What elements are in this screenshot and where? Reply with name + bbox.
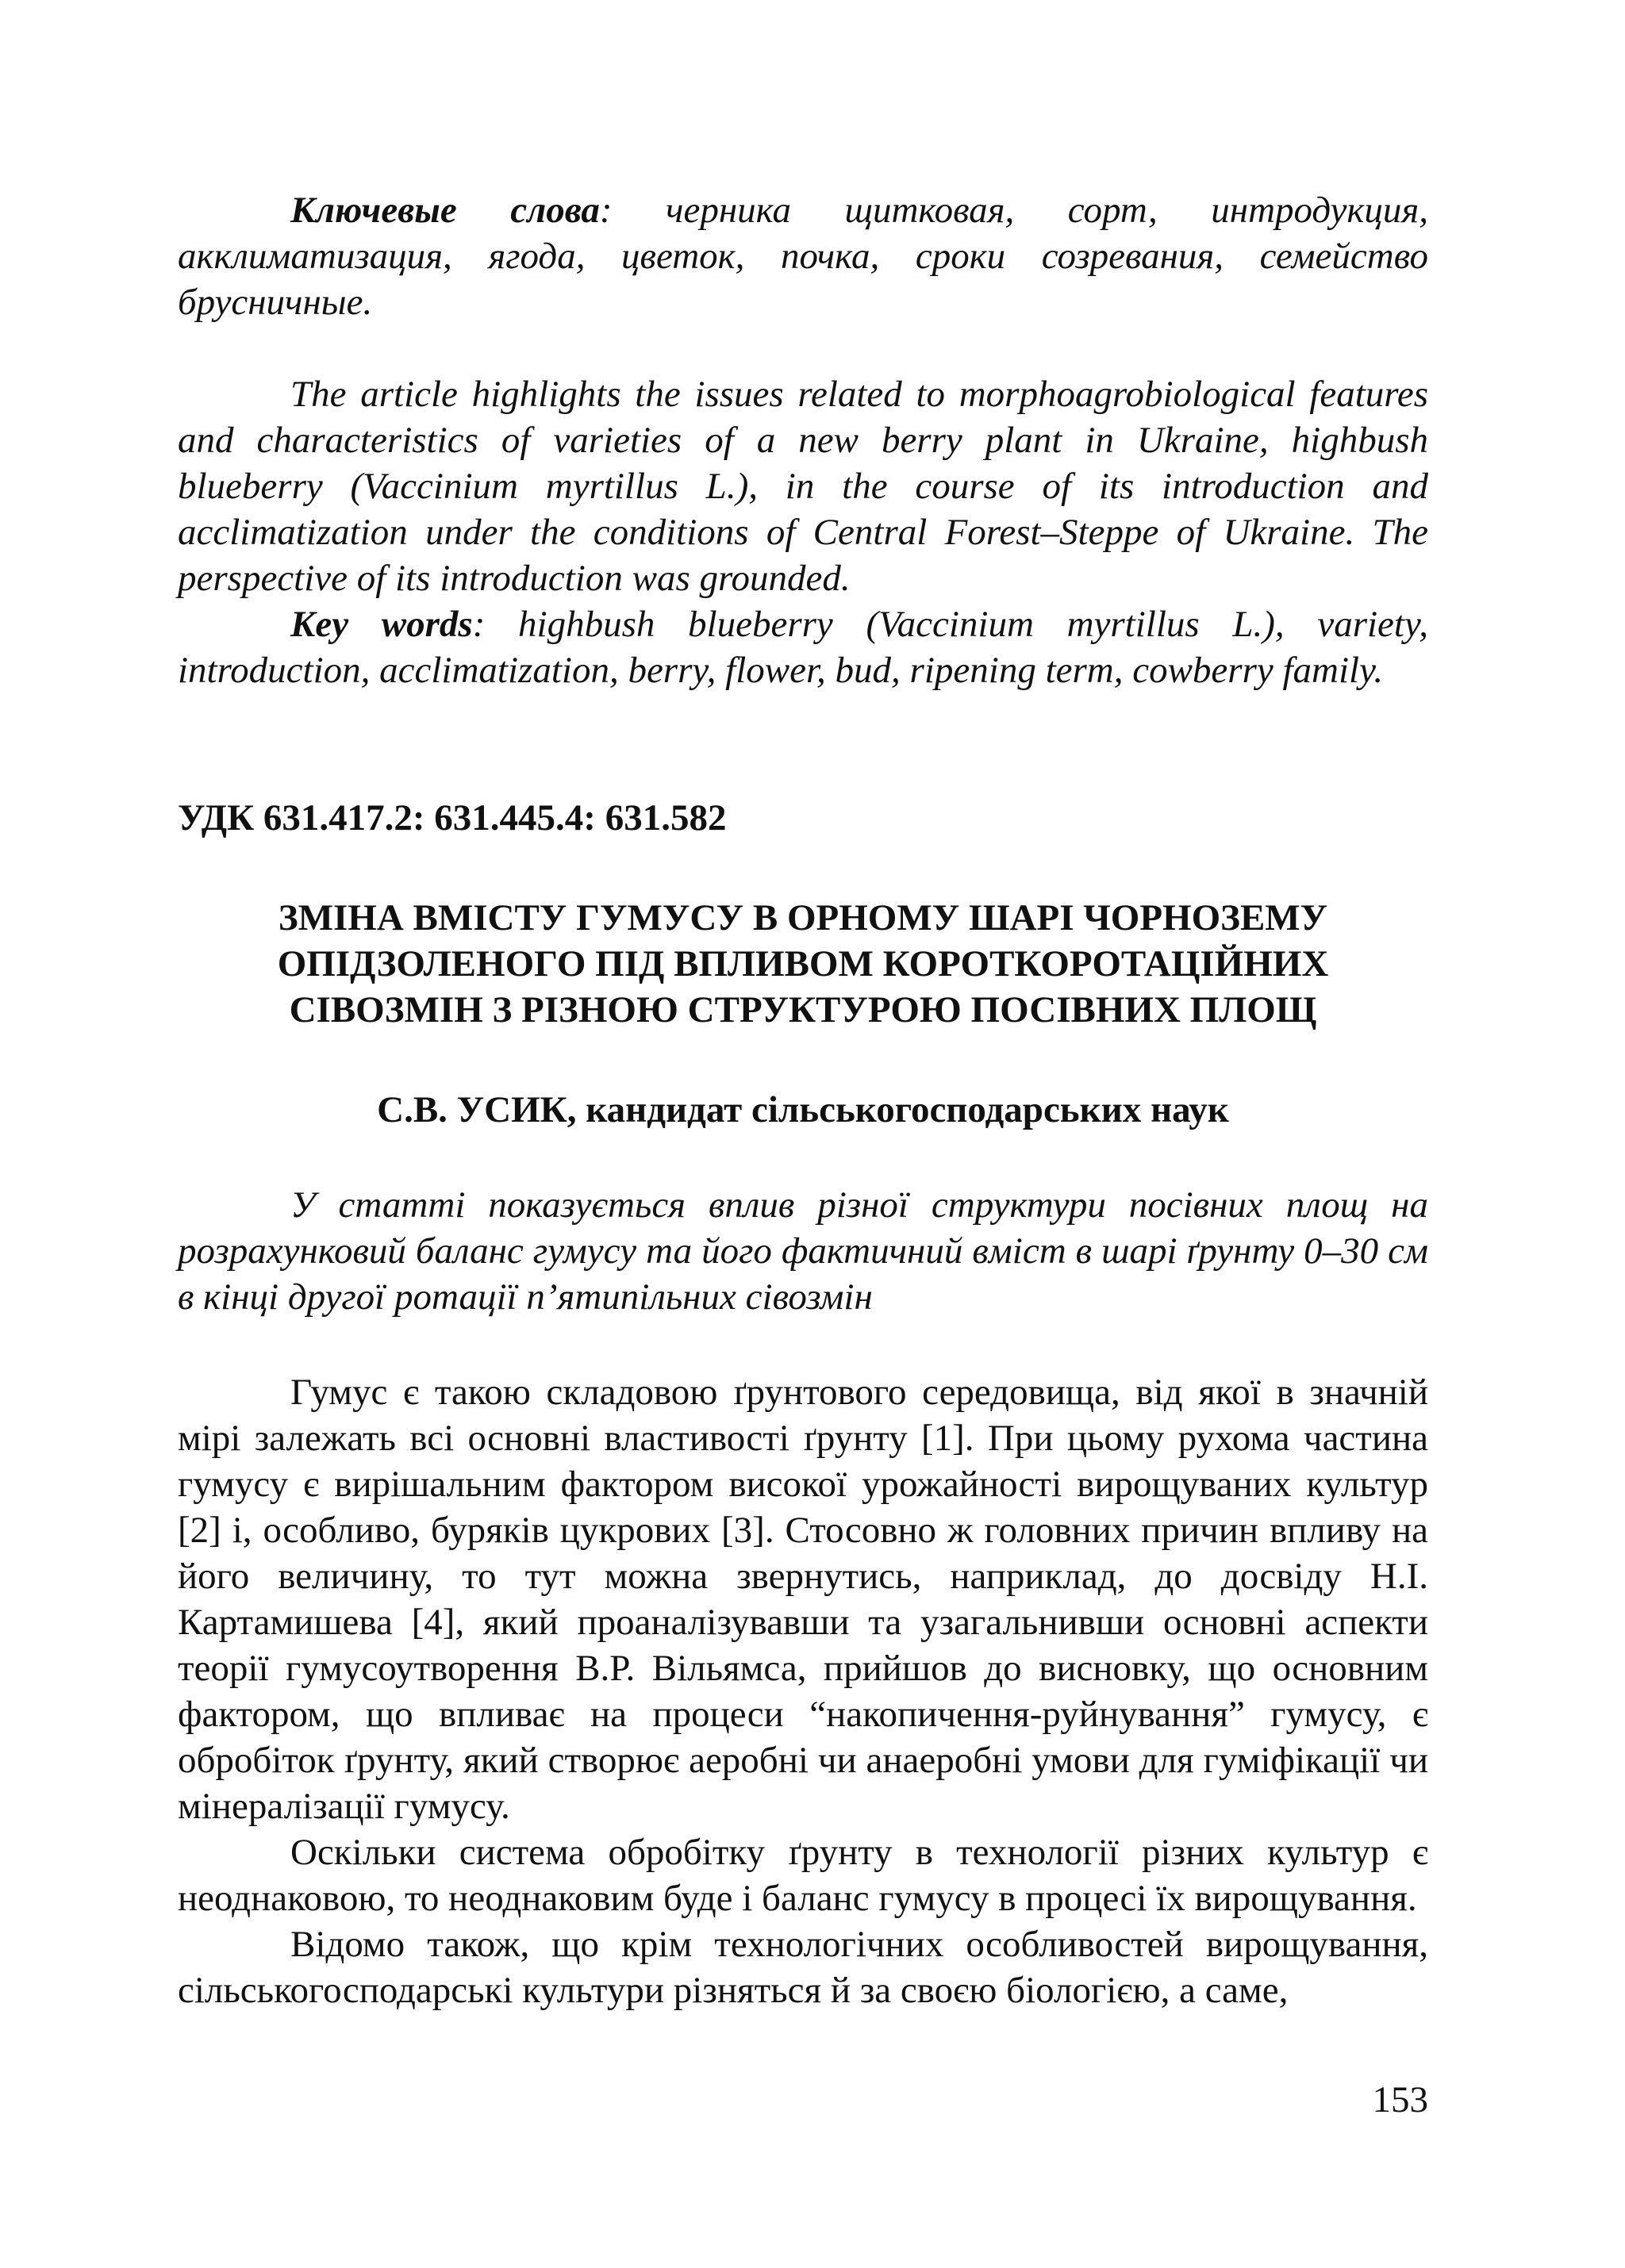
keywords-ru-text: : черника щитковая, сорт, интродукция, акклиматизация, ягода, цветок, почка, сроки созревания, семейство брусничные. xyxy=(178,190,1428,323)
body-paragraph: Гумус є такою складовою ґрунтового середовища, від якої в значній мірі залежать всі основні властивості ґрунту [1]. При цьому рухома частина гумусу є вирішальним фактором високої урожайності вирощуваних культур [2] і, особливо, буряків цукрових [3]. Стосовно ж головних причин впливу на його величину, то тут можна звернутись, наприклад, до досвіду Н.І. Картамишева [4], який проаналізувавши та узагальнивши основні аспекти теорії гумусоутворення В.Р. Вільямса, прийшов до висновку, що основним фактором, що впливає на процеси “накопичення-руйнування” гумусу, є обробіток ґрунту, який створює аеробні чи анаеробні умови для гуміфікації чи мінералізації гумусу. xyxy=(178,1372,1428,1827)
keywords-en xyxy=(178,601,1428,693)
body-paragraph: Оскільки система обробітку ґрунту в технології різних культур є неоднаковою, то неоднаковим буде і баланс гумусу в процесі їх вирощування. xyxy=(178,1832,1428,1919)
udc-code: УДК 631.417.2: 631.445.4: 631.582 xyxy=(178,797,727,839)
page-number: 153 xyxy=(1372,2079,1428,2120)
title-line-2: ОПІДЗОЛЕНОГО ПІД ВПЛИВОМ КОРОТКОРОТАЦІЙНИХ xyxy=(277,943,1329,984)
abstract-ua: У статті показується вплив різної структури посівних площ на розрахунковий баланс гумусу та його фактичний вміст в шарі ґрунту 0–30 см в кінці другої ротації п’ятипільних сівозмін xyxy=(178,1184,1428,1318)
abstract-en: The article highlights the issues related to morphoagrobiological features and characteristics of varieties of a new berry plant in Ukraine, highbush blueberry (Vaccinium myrtillus L.), in the course of its introduction and acclimatization under the conditions of Central Forest–Steppe of Ukraine. The perspective of its introduction was grounded. xyxy=(178,374,1428,599)
body-paragraph: Відомо також, що крім технологічних особливостей вирощування, сільськогосподарські культури різняться й за своєю біологією, а саме, xyxy=(178,1924,1428,2011)
title-line-1: ЗМІНА ВМІСТУ ГУМУСУ В ОРНОМУ ШАРІ ЧОРНОЗЕМУ xyxy=(278,897,1328,938)
author-line: С.В. УСИК, кандидат сільськогосподарських наук xyxy=(377,1089,1229,1130)
keywords-ru xyxy=(178,187,1428,325)
page-content xyxy=(178,187,1428,2013)
title-line-3: СІВОЗМІН З РІЗНОЮ СТРУКТУРОЮ ПОСІВНИХ ПЛОЩ xyxy=(289,989,1317,1030)
keywords-ru-label: Ключевые слова xyxy=(290,190,600,231)
keywords-en-label: Key words xyxy=(290,604,473,645)
keywords-en-text: : highbush blueberry (Vaccinium myrtillus L.), variety, introduction, acclimatization, berry, flower, bud, ripening term, cowberry family. xyxy=(178,604,1428,691)
article-title xyxy=(178,895,1428,1033)
